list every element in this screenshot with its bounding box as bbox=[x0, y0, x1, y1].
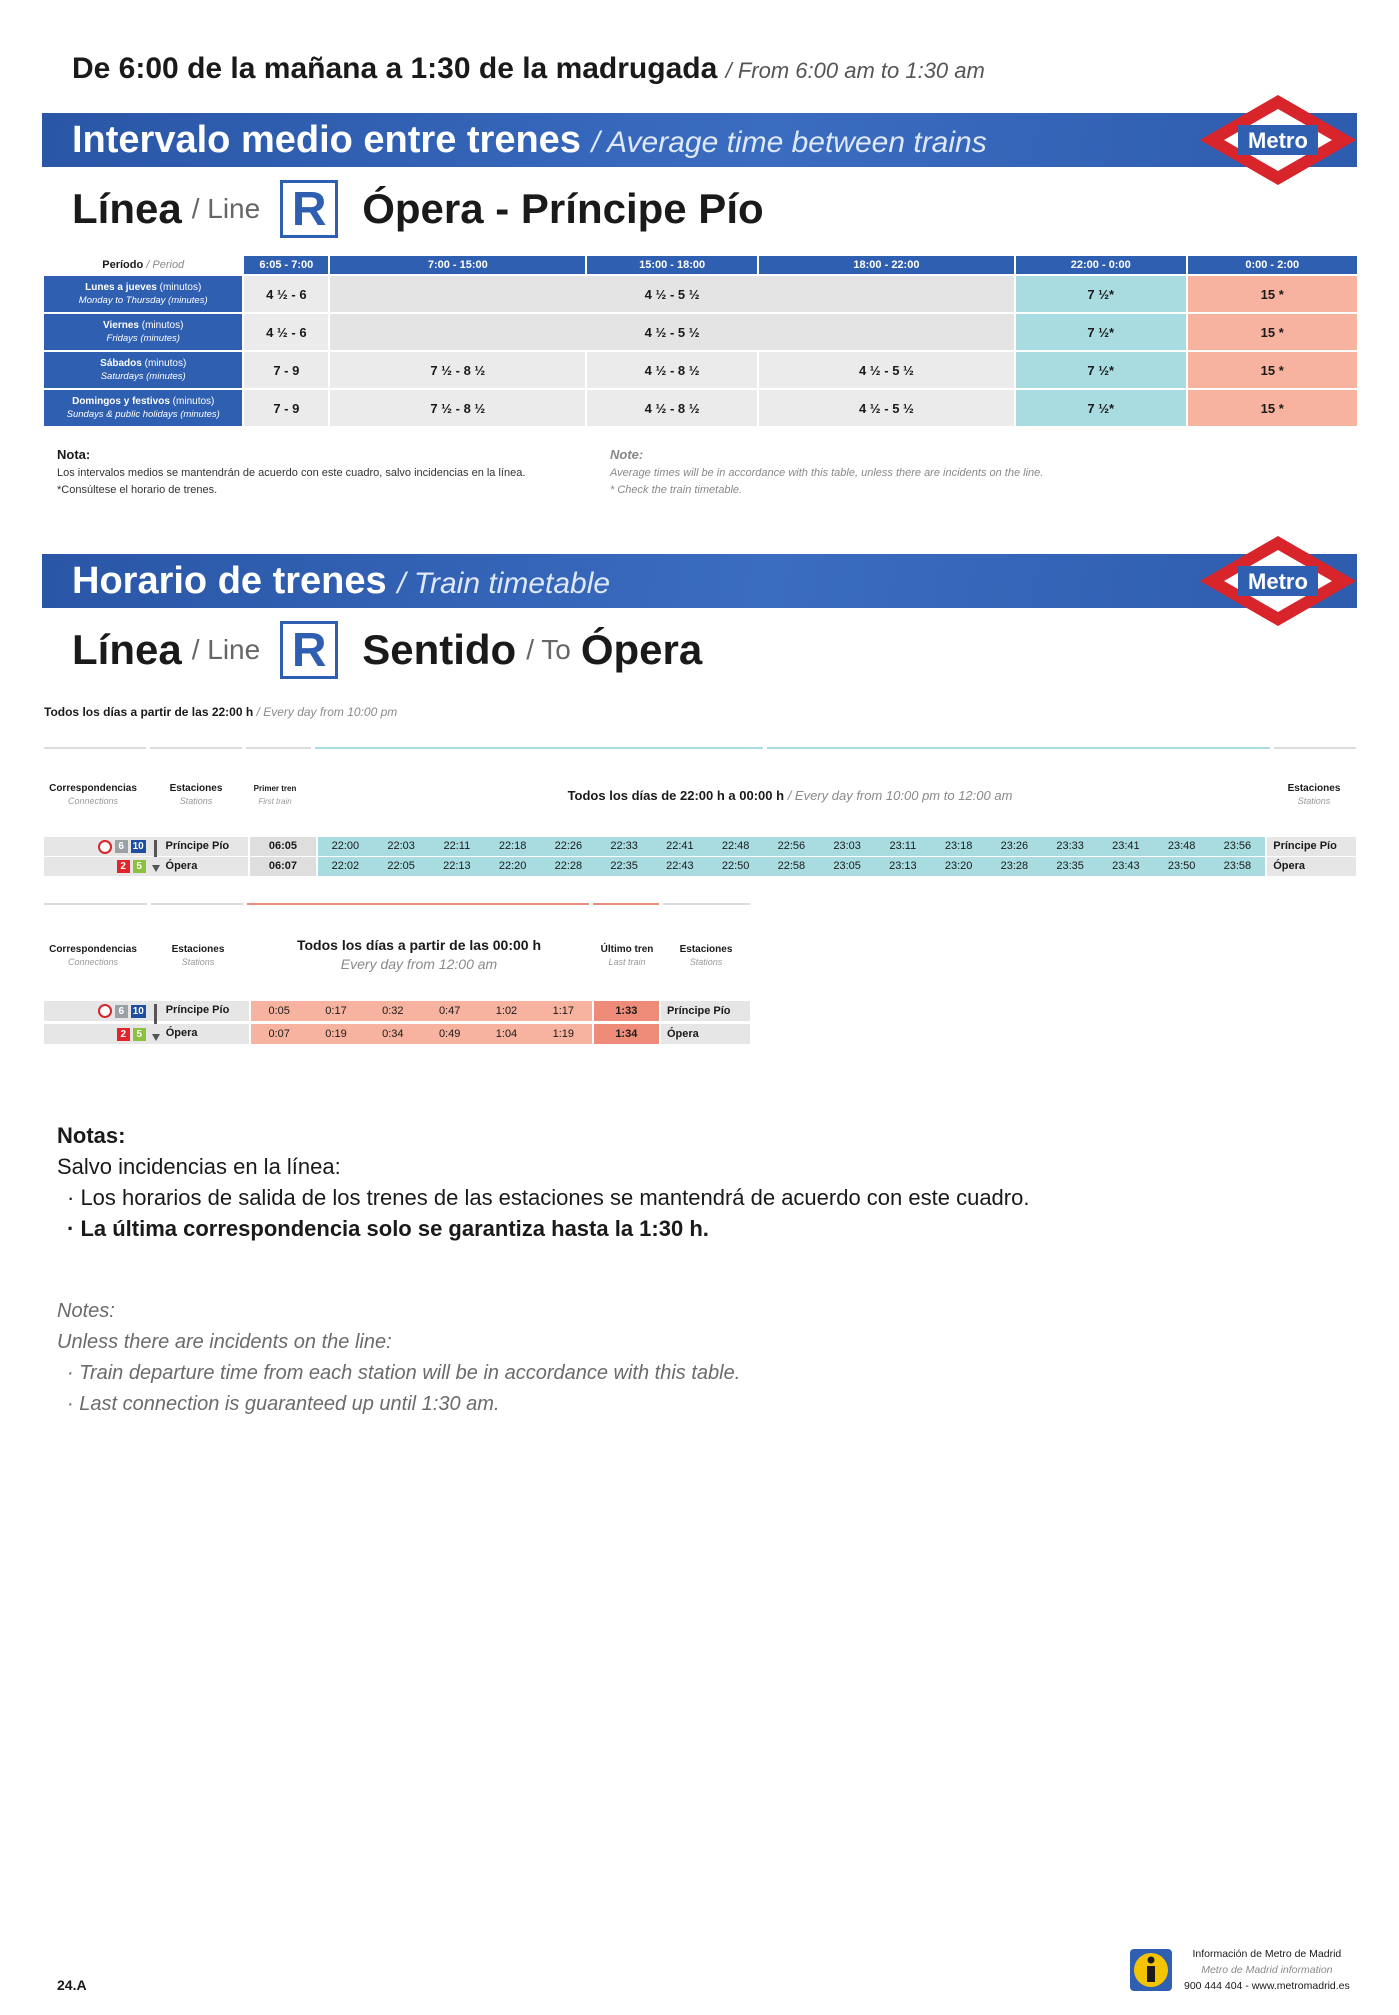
metro-line-5-badge: 5 bbox=[133, 860, 146, 873]
direction-arrow-icon bbox=[152, 1024, 160, 1044]
interval-cell: 15 * bbox=[1188, 276, 1358, 312]
departure-time: 22:43 bbox=[652, 857, 708, 876]
departure-time: 22:58 bbox=[764, 857, 820, 876]
block1-title: Todos los días de 22:00 h a 00:00 h / Every day from 10:00 pm to 12:00 am bbox=[567, 788, 1013, 803]
info-block bbox=[1130, 1946, 1350, 1994]
last-train-time: 1:34 bbox=[594, 1024, 659, 1044]
station-name: Ópera bbox=[160, 1024, 249, 1044]
stations-header: Estaciones Stations bbox=[171, 944, 225, 967]
departure-time: 22:13 bbox=[429, 857, 485, 876]
interval-line-heading bbox=[72, 180, 764, 238]
interval-cell: 15 * bbox=[1188, 390, 1358, 426]
interval-row-label: Sábados (minutos) Saturdays (minutes) bbox=[44, 352, 242, 388]
first-train-header: Primer tren First train bbox=[253, 784, 297, 806]
block2-top-rule bbox=[44, 903, 750, 905]
timetable-row bbox=[44, 857, 1356, 876]
direction-name: Ópera bbox=[580, 626, 703, 673]
everyday-label: Todos los días a partir de las 22:00 h / Every day from 10:00 pm bbox=[44, 705, 398, 719]
interval-cell: 15 * bbox=[1188, 352, 1358, 388]
interval-banner-title-es: Intervalo medio entre trenes bbox=[72, 119, 581, 161]
departure-time: 22:56 bbox=[764, 837, 820, 856]
departure-time: 23:05 bbox=[819, 857, 875, 876]
interval-banner bbox=[42, 113, 1357, 167]
stations-header: Estaciones Stations bbox=[169, 783, 223, 806]
departure-time: 1:17 bbox=[535, 1001, 592, 1021]
interval-cell: 7 ½* bbox=[1016, 314, 1185, 350]
interval-note-en: Note: Average times will be in accordance with this table, unless there are incidents on the line. * Check the train timetable. bbox=[610, 447, 1044, 496]
departure-time: 22:20 bbox=[485, 857, 541, 876]
notes-en: Notes: Unless there are incidents on the line: · Train departure time from each station will be in accordance with this table. · Last connection is guaranteed up until 1:30 am. bbox=[57, 1300, 741, 1415]
metro-logo bbox=[1198, 534, 1358, 628]
departure-time: 23:26 bbox=[987, 837, 1043, 856]
departure-time: 23:13 bbox=[875, 857, 931, 876]
interval-row bbox=[44, 390, 1357, 426]
departure-time: 22:26 bbox=[541, 837, 597, 856]
block2-rows bbox=[44, 1001, 750, 1047]
direction-arrow-icon bbox=[152, 1001, 160, 1021]
departure-time: 1:02 bbox=[478, 1001, 535, 1021]
metro-logo-text: Metro bbox=[1248, 128, 1308, 153]
departure-time: 22:03 bbox=[373, 837, 429, 856]
line-label-en: / Line bbox=[191, 193, 261, 224]
metro-madrid-logo-icon bbox=[1198, 534, 1358, 628]
interval-cell: 4 ½ - 5 ½ bbox=[759, 390, 1014, 426]
period-header-cell: 7:00 - 15:00 bbox=[330, 256, 585, 274]
interval-cell: 4 ½ - 5 ½ bbox=[759, 352, 1014, 388]
metro-line-5-badge: 5 bbox=[133, 1028, 146, 1041]
period-header-cell: 6:05 - 7:00 bbox=[244, 256, 328, 274]
renfe-cercanias-icon bbox=[98, 840, 112, 854]
departure-time: 23:33 bbox=[1042, 837, 1098, 856]
departure-time: 22:18 bbox=[485, 837, 541, 856]
departure-time: 23:58 bbox=[1210, 857, 1266, 876]
departure-time: 23:43 bbox=[1098, 857, 1154, 876]
stations-header-right: Estaciones Stations bbox=[679, 944, 733, 967]
last-train-header: Último tren Last train bbox=[600, 944, 654, 967]
route-name: Ópera - Príncipe Pío bbox=[362, 185, 764, 232]
departure-time: 23:56 bbox=[1210, 837, 1266, 856]
departure-time: 23:48 bbox=[1154, 837, 1210, 856]
departure-time: 0:19 bbox=[308, 1024, 365, 1044]
departure-time: 1:04 bbox=[478, 1024, 535, 1044]
first-train-time: 06:05 bbox=[250, 837, 315, 856]
interval-cell: 7 ½ - 8 ½ bbox=[330, 390, 585, 426]
departure-time: 22:02 bbox=[318, 857, 374, 876]
station-name: Ópera bbox=[160, 857, 249, 876]
connections-cell bbox=[44, 837, 152, 856]
timetable-banner bbox=[42, 554, 1357, 608]
departure-time: 22:11 bbox=[429, 837, 485, 856]
interval-row bbox=[44, 352, 1357, 388]
departure-time: 23:11 bbox=[875, 837, 931, 856]
station-name: Príncipe Pío bbox=[661, 1001, 750, 1021]
line-label: Línea bbox=[72, 185, 182, 232]
renfe-cercanias-icon bbox=[98, 1004, 112, 1018]
departure-time: 0:32 bbox=[364, 1001, 421, 1021]
interval-row-label: Domingos y festivos (minutos) Sundays & public holidays (minutes) bbox=[44, 390, 242, 426]
interval-table bbox=[42, 254, 1359, 428]
departure-time: 22:41 bbox=[652, 837, 708, 856]
departure-time: 0:07 bbox=[251, 1024, 308, 1044]
metro-line-10-badge: 10 bbox=[132, 841, 144, 852]
block1-rows bbox=[44, 837, 1356, 877]
metro-line-2-badge: 2 bbox=[117, 860, 130, 873]
departure-time: 22:33 bbox=[596, 837, 652, 856]
interval-row-label: Lunes a jueves (minutos) Monday to Thursday (minutes) bbox=[44, 276, 242, 312]
departure-time: 23:41 bbox=[1098, 837, 1154, 856]
interval-row-label: Viernes (minutos) Fridays (minutes) bbox=[44, 314, 242, 350]
timetable-banner-title: Horario de trenes / Train timetable bbox=[72, 560, 611, 602]
interval-cell: 7 - 9 bbox=[244, 390, 328, 426]
interval-row bbox=[44, 314, 1357, 350]
period-header-cell: 15:00 - 18:00 bbox=[587, 256, 756, 274]
station-name: Ópera bbox=[661, 1024, 750, 1044]
block1-top-rule bbox=[44, 747, 1356, 749]
departure-time: 22:35 bbox=[596, 857, 652, 876]
interval-banner-title bbox=[72, 119, 987, 162]
metro-logo bbox=[1198, 93, 1358, 187]
departure-time: 22:28 bbox=[541, 857, 597, 876]
page-code: 24.A bbox=[57, 1977, 87, 1993]
interval-cell: 4 ½ - 6 bbox=[244, 276, 328, 312]
block2-title: Todos los días a partir de las 00:00 h Every day from 12:00 am bbox=[296, 937, 542, 972]
departure-time: 0:34 bbox=[364, 1024, 421, 1044]
service-hours-en: / From 6:00 am to 1:30 am bbox=[725, 58, 985, 83]
direction-arrow-icon bbox=[152, 837, 160, 856]
departure-time: 22:00 bbox=[318, 837, 374, 856]
interval-cell: 4 ½ - 6 bbox=[244, 314, 328, 350]
period-header-cell: 18:00 - 22:00 bbox=[759, 256, 1014, 274]
metro-logo-text: Metro bbox=[1248, 569, 1308, 594]
period-header-cell: 22:00 - 0:00 bbox=[1016, 256, 1185, 274]
interval-header-row bbox=[44, 256, 1357, 274]
departure-time: 23:20 bbox=[931, 857, 987, 876]
interval-cell: 15 * bbox=[1188, 314, 1358, 350]
notes-es: Notas: Salvo incidencias en la línea: · Los horarios de salida de los trenes de las estaciones se mantendrá de acuerdo con este cuadro. · La última correspondencia solo se garantiza hasta la 1:30 h. bbox=[57, 1123, 1030, 1241]
period-header: Período / Period bbox=[44, 256, 242, 274]
connections-header: Correspondencias Connections bbox=[49, 944, 137, 967]
metro-line-6-badge: 6 bbox=[115, 1005, 128, 1018]
metro-line-10-badge: 10 bbox=[132, 1005, 144, 1017]
station-name: Príncipe Pío bbox=[160, 1001, 249, 1021]
station-name: Príncipe Pío bbox=[1267, 837, 1356, 856]
departure-time: 0:17 bbox=[308, 1001, 365, 1021]
departure-time: 1:19 bbox=[535, 1024, 592, 1044]
timetable-row bbox=[44, 837, 1356, 856]
connections-cell bbox=[44, 1001, 152, 1021]
departure-time: 0:47 bbox=[421, 1001, 478, 1021]
departure-time: 23:35 bbox=[1042, 857, 1098, 876]
departure-time: 0:05 bbox=[251, 1001, 308, 1021]
connections-cell bbox=[44, 1024, 152, 1044]
line-r-badge: R bbox=[280, 180, 338, 238]
interval-cell: 4 ½ - 8 ½ bbox=[587, 390, 756, 426]
station-name: Ópera bbox=[1267, 857, 1356, 876]
departure-time: 23:50 bbox=[1154, 857, 1210, 876]
last-train-time: 1:33 bbox=[594, 1001, 659, 1021]
info-icon bbox=[1130, 1949, 1172, 1991]
interval-banner-title-en: / Average time between trains bbox=[591, 126, 987, 159]
connections-header: Correspondencias Connections bbox=[49, 783, 137, 806]
info-text: Información de Metro de Madrid Metro de Madrid information 900 444 404 - www.metromadrid.es bbox=[1184, 1948, 1350, 1992]
interval-cell: 4 ½ - 5 ½ bbox=[330, 276, 1014, 312]
interval-cell: 7 ½ - 8 ½ bbox=[330, 352, 585, 388]
metro-madrid-logo-icon bbox=[1198, 93, 1358, 187]
departure-time: 22:05 bbox=[373, 857, 429, 876]
direction-arrow-icon bbox=[152, 857, 160, 876]
metro-line-6-badge: 6 bbox=[115, 840, 128, 853]
interval-cell: 7 ½* bbox=[1016, 390, 1185, 426]
interval-cell: 4 ½ - 5 ½ bbox=[330, 314, 1014, 350]
service-hours-es: De 6:00 de la mañana a 1:30 de la madrugada bbox=[72, 52, 718, 85]
interval-cell: 4 ½ - 8 ½ bbox=[587, 352, 756, 388]
metro-line-2-badge: 2 bbox=[117, 1028, 130, 1041]
timetable-line-heading: Línea / Line R Sentido / To Ópera bbox=[72, 621, 702, 679]
interval-cell: 7 ½* bbox=[1016, 352, 1185, 388]
departure-time: 23:03 bbox=[819, 837, 875, 856]
timetable-row bbox=[44, 1001, 750, 1021]
timetable-row bbox=[44, 1024, 750, 1044]
departure-time: 22:48 bbox=[708, 837, 764, 856]
connections-cell bbox=[44, 857, 152, 876]
interval-cell: 7 ½* bbox=[1016, 276, 1185, 312]
interval-cell: 7 - 9 bbox=[244, 352, 328, 388]
interval-row bbox=[44, 276, 1357, 312]
service-hours bbox=[72, 52, 985, 86]
period-header-cell: 0:00 - 2:00 bbox=[1188, 256, 1358, 274]
station-name: Príncipe Pío bbox=[160, 837, 249, 856]
interval-note-es: Nota: Los intervalos medios se mantendrán de acuerdo con este cuadro, salvo incidencias en la línea. *Consúltese el horario de trenes. bbox=[57, 447, 526, 496]
departure-time: 23:28 bbox=[987, 857, 1043, 876]
departure-time: 23:18 bbox=[931, 837, 987, 856]
first-train-time: 06:07 bbox=[250, 857, 315, 876]
line-r-badge: R bbox=[280, 621, 338, 679]
stations-header-right: Estaciones Stations bbox=[1287, 783, 1341, 806]
departure-time: 0:49 bbox=[421, 1024, 478, 1044]
departure-time: 22:50 bbox=[708, 857, 764, 876]
